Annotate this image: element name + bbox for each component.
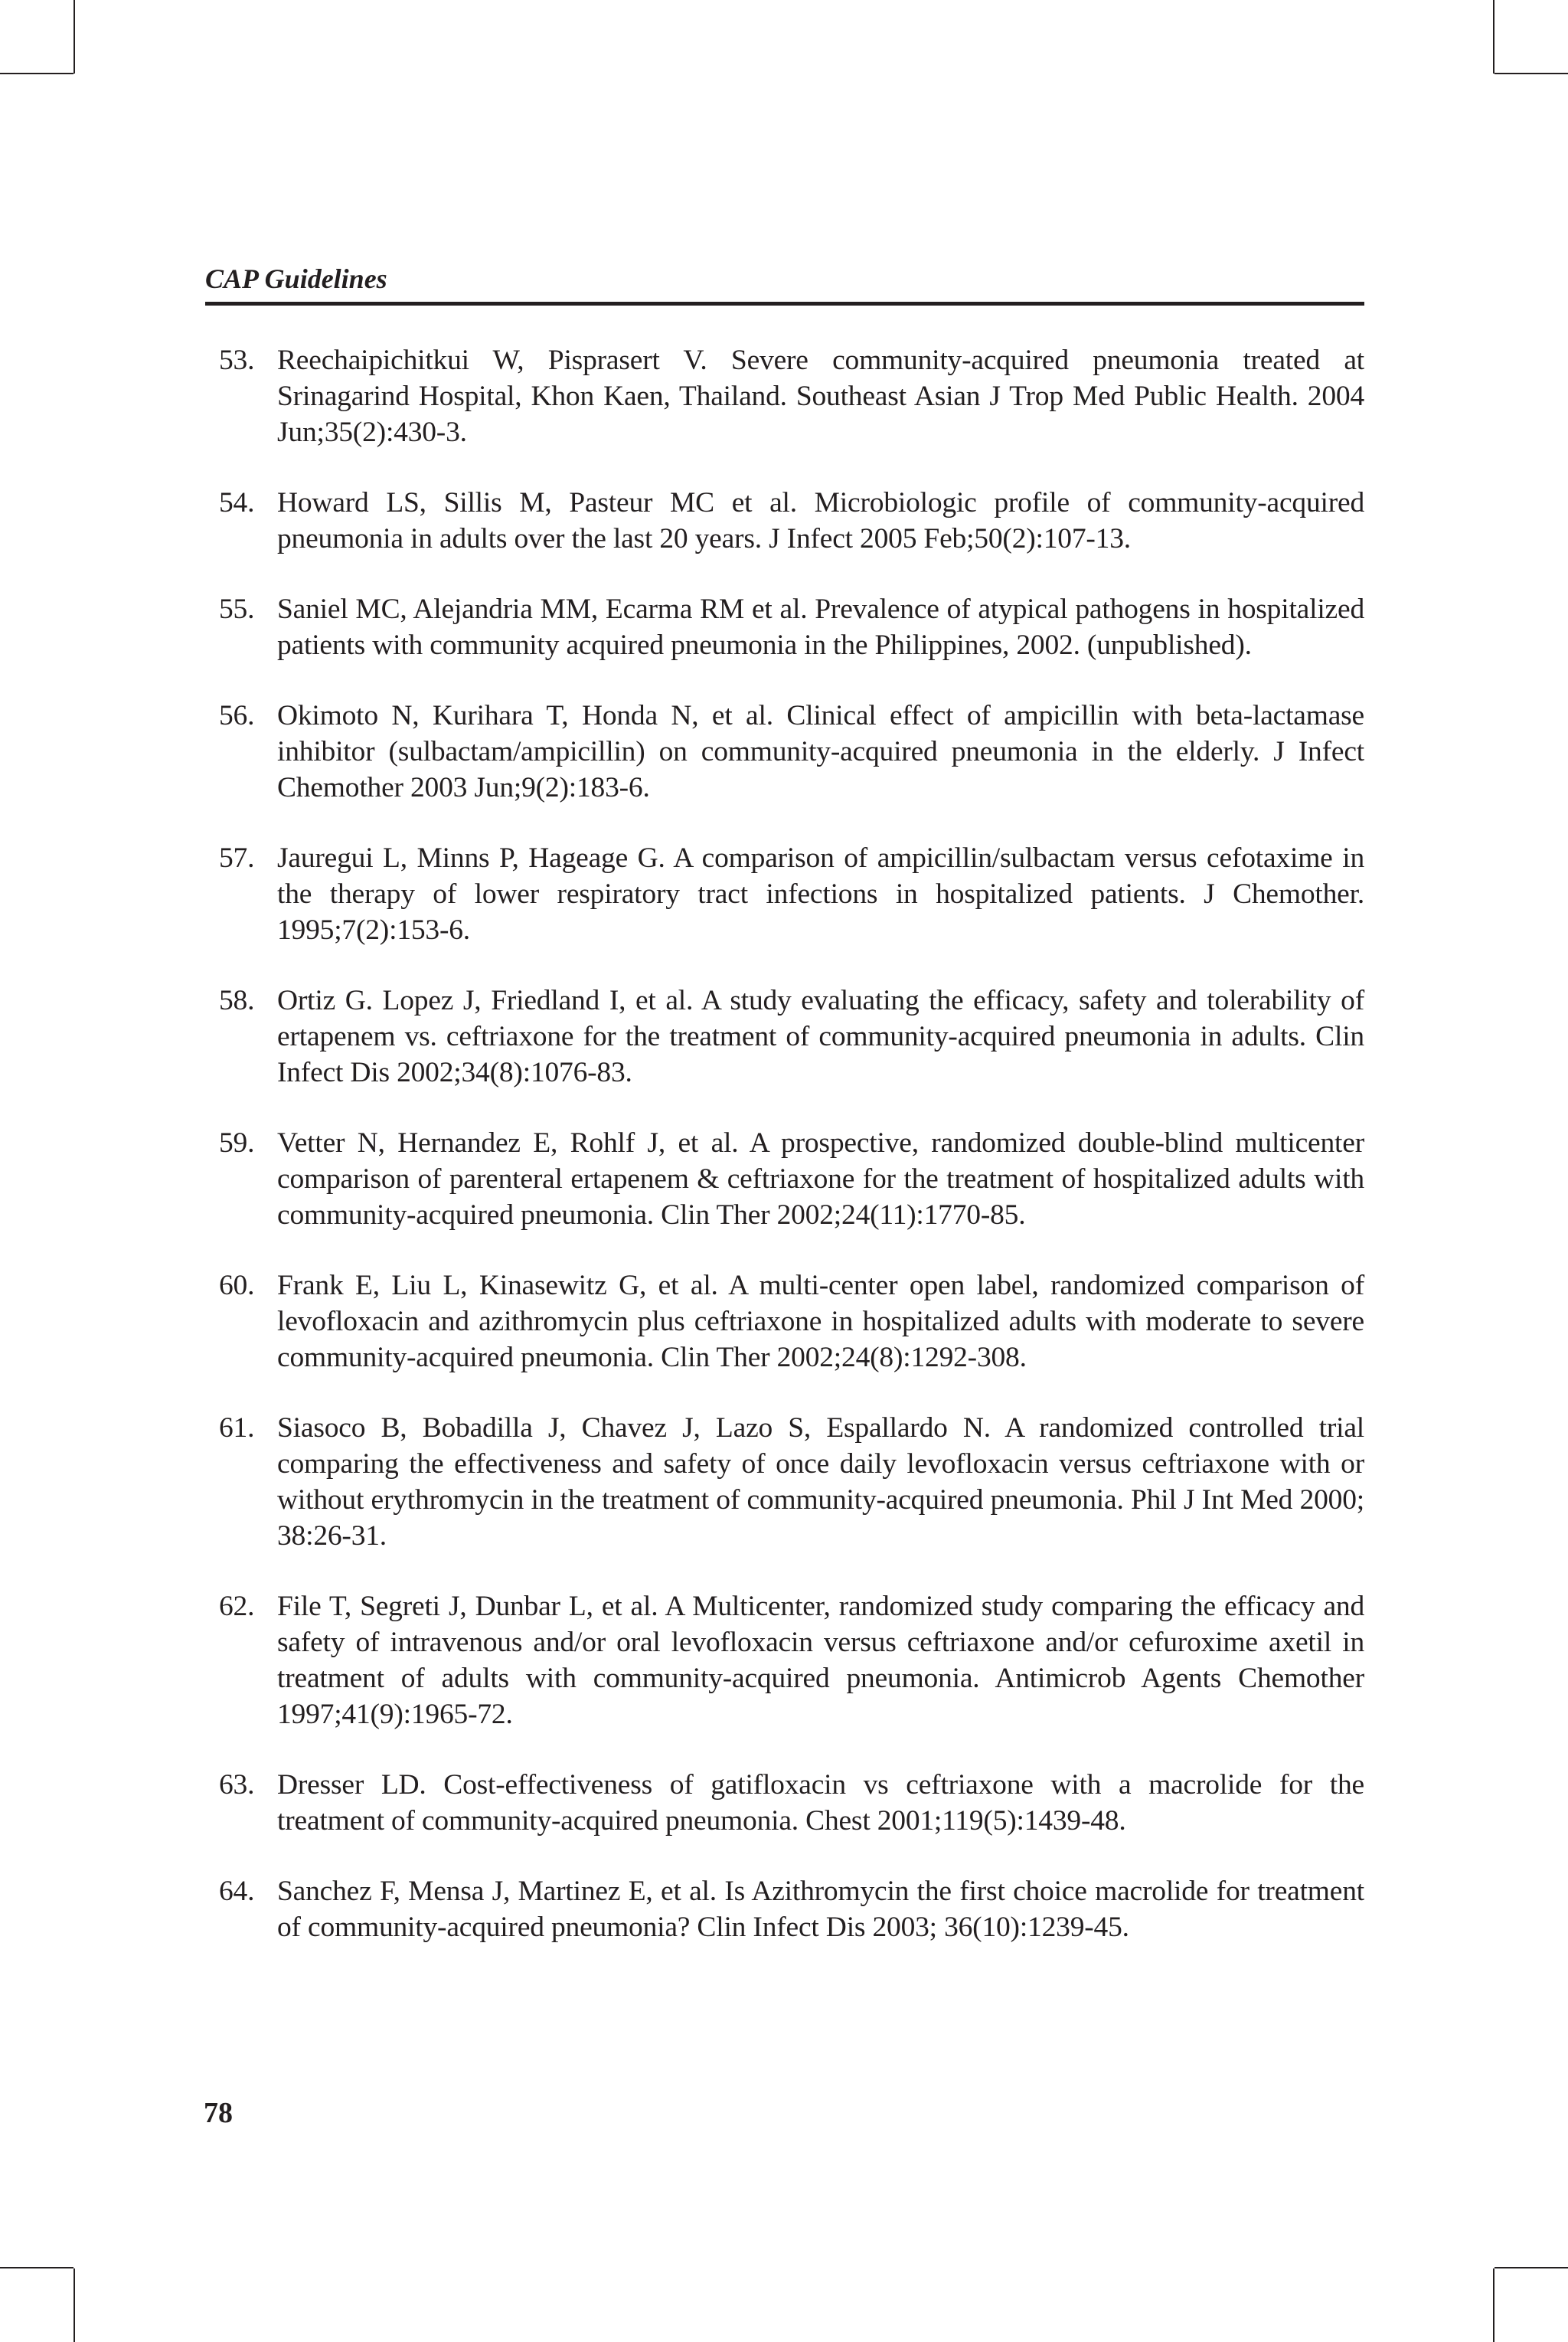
reference-text: Reechaipichitkui W, Pisprasert V. Severe community-acquired pneumonia treated at Srinagarind Hospital, Khon Kaen, Thailand. Southeast Asian J Trop Med Public Health. 2004 Jun;35(2):430-3. — [277, 345, 1364, 448]
reference-item — [205, 1125, 1364, 1233]
reference-item — [205, 698, 1364, 806]
crop-mark-bottom-left-vertical — [74, 2268, 75, 2342]
reference-item — [205, 591, 1364, 663]
reference-item — [205, 1767, 1364, 1839]
crop-mark-top-right-horizontal — [1494, 73, 1568, 74]
reference-text: File T, Segreti J, Dunbar L, et al. A Multicenter, randomized study comparing the efficacy and safety of intravenous and/or oral levofloxacin versus ceftriaxone and/or cefuroxime axetil in treatment of adults with community-acquired pneumonia. Antimicrob Agents Chemother 1997;41(9):1965-72. — [277, 1591, 1364, 1730]
page-body — [205, 256, 1364, 1980]
reference-number: 59. — [219, 1127, 255, 1159]
reference-number: 56. — [219, 700, 255, 731]
crop-mark-top-left-horizontal — [0, 73, 74, 74]
reference-item — [205, 840, 1364, 948]
crop-mark-bottom-left-horizontal — [0, 2267, 74, 2268]
reference-number: 61. — [219, 1412, 255, 1444]
reference-item — [205, 1267, 1364, 1375]
reference-text: Okimoto N, Kurihara T, Honda N, et al. Clinical effect of ampicillin with beta-lactamase inhibitor (sulbactam/ampicillin) on community-acquired pneumonia in the elderly. J Infect Chemother 2003 Jun;9(2):183-6. — [277, 700, 1364, 803]
crop-mark-top-left-vertical — [74, 0, 75, 74]
reference-item — [205, 485, 1364, 557]
reference-text: Siasoco B, Bobadilla J, Chavez J, Lazo S, Espallardo N. A randomized controlled trial comparing the effectiveness and safety of once daily levofloxacin versus ceftriaxone with or without erythromycin in the treatment of community-acquired pneumonia. Phil J Int Med 2000; 38:26-31. — [277, 1412, 1364, 1552]
reference-text: Vetter N, Hernandez E, Rohlf J, et al. A prospective, randomized double-blind multicenter comparison of parenteral ertapenem & ceftriaxone for the treatment of hospitalized adults with community-acquired pneumonia. Clin Ther 2002;24(11):1770-85. — [277, 1127, 1364, 1231]
reference-text: Frank E, Liu L, Kinasewitz G, et al. A multi-center open label, randomized comparison of levofloxacin and azithromycin plus ceftriaxone in hospitalized adults with moderate to severe community-acquired pneumonia. Clin Ther 2002;24(8):1292-308. — [277, 1270, 1364, 1373]
reference-item — [205, 1873, 1364, 1945]
reference-number: 62. — [219, 1591, 255, 1622]
reference-item — [205, 1410, 1364, 1554]
running-head: CAP Guidelines — [205, 256, 1364, 306]
reference-text: Jauregui L, Minns P, Hageage G. A comparison of ampicillin/sulbactam versus cefotaxime in the therapy of lower respiratory tract infections in hospitalized patients. J Chemother. 1995;7(2):153-6. — [277, 842, 1364, 946]
reference-item — [205, 1588, 1364, 1732]
crop-mark-bottom-right-horizontal — [1494, 2267, 1568, 2268]
reference-number: 53. — [219, 345, 255, 376]
reference-list — [205, 342, 1364, 1945]
reference-text: Saniel MC, Alejandria MM, Ecarma RM et al. Prevalence of atypical pathogens in hospitalized patients with community acquired pneumonia in the Philippines, 2002. (unpublished). — [277, 594, 1364, 661]
page-number: 78 — [204, 2097, 233, 2129]
reference-number: 54. — [219, 487, 255, 518]
reference-number: 64. — [219, 1876, 255, 1907]
crop-mark-bottom-right-vertical — [1493, 2268, 1494, 2342]
crop-mark-top-right-vertical — [1493, 0, 1494, 74]
reference-text: Howard LS, Sillis M, Pasteur MC et al. Microbiologic profile of community-acquired pneumonia in adults over the last 20 years. J Infect 2005 Feb;50(2):107-13. — [277, 487, 1364, 554]
reference-item — [205, 983, 1364, 1091]
reference-text: Sanchez F, Mensa J, Martinez E, et al. Is Azithromycin the first choice macrolide for treatment of community-acquired pneumonia? Clin Infect Dis 2003; 36(10):1239-45. — [277, 1876, 1364, 1943]
reference-number: 60. — [219, 1270, 255, 1301]
reference-text: Dresser LD. Cost-effectiveness of gatifloxacin vs ceftriaxone with a macrolide for the treatment of community-acquired pneumonia. Chest 2001;119(5):1439-48. — [277, 1769, 1364, 1837]
reference-number: 63. — [219, 1769, 255, 1801]
reference-text: Ortiz G. Lopez J, Friedland I, et al. A study evaluating the efficacy, safety and tolerability of ertapenem vs. ceftriaxone for the treatment of community-acquired pneumonia in adults. Clin Infect Dis 2002;34(8):1076-83. — [277, 985, 1364, 1088]
reference-number: 57. — [219, 842, 255, 874]
reference-item — [205, 342, 1364, 450]
reference-number: 55. — [219, 594, 255, 625]
reference-number: 58. — [219, 985, 255, 1016]
